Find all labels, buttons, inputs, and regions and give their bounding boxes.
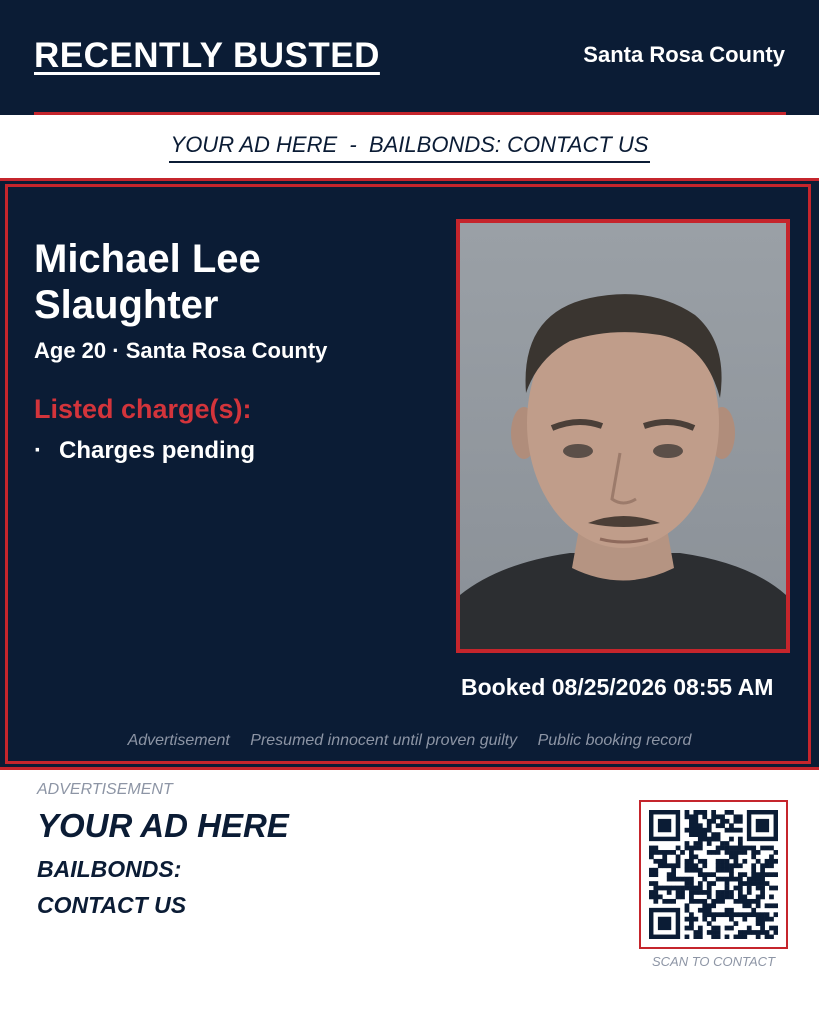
site-title[interactable]: RECENTLY BUSTED bbox=[34, 36, 380, 75]
person-name: Michael Lee Slaughter bbox=[34, 237, 261, 327]
ad-headline[interactable]: YOUR AD HERE bbox=[37, 807, 289, 844]
ad-strip-link[interactable]: YOUR AD HERE - BAILBONDS: CONTACT US bbox=[169, 132, 651, 163]
qr-code-icon bbox=[649, 810, 778, 939]
scan-to-contact-label: SCAN TO CONTACT bbox=[651, 954, 776, 969]
advertisement-label: ADVERTISEMENT bbox=[37, 781, 173, 798]
footer-note-advertisement: Advertisement bbox=[127, 732, 230, 749]
county-label: Santa Rosa County bbox=[583, 42, 785, 67]
charges-heading: Listed charge(s): bbox=[34, 394, 252, 424]
charge-label: Charges pending bbox=[59, 437, 256, 464]
ad-line-contact[interactable]: CONTACT US bbox=[37, 892, 187, 918]
footer-note-presumed-innocent: Presumed innocent until proven guilty bbox=[250, 732, 518, 749]
ad-strip-banner[interactable] bbox=[0, 132, 819, 158]
bullet-icon: · bbox=[34, 437, 42, 464]
booked-timestamp: Booked 08/25/2026 08:55 AM bbox=[461, 674, 774, 700]
mugshot-photo bbox=[456, 219, 790, 653]
mugshot-silhouette-icon bbox=[460, 223, 786, 649]
ad-line-bailbonds[interactable]: BAILBONDS: bbox=[37, 856, 182, 882]
footer-note-public-record: Public booking record bbox=[537, 732, 692, 749]
charge-item bbox=[34, 437, 255, 465]
footer-notes bbox=[0, 732, 819, 750]
qr-code[interactable] bbox=[639, 800, 788, 949]
age-county-line: Age 20 · Santa Rosa County bbox=[34, 338, 328, 363]
